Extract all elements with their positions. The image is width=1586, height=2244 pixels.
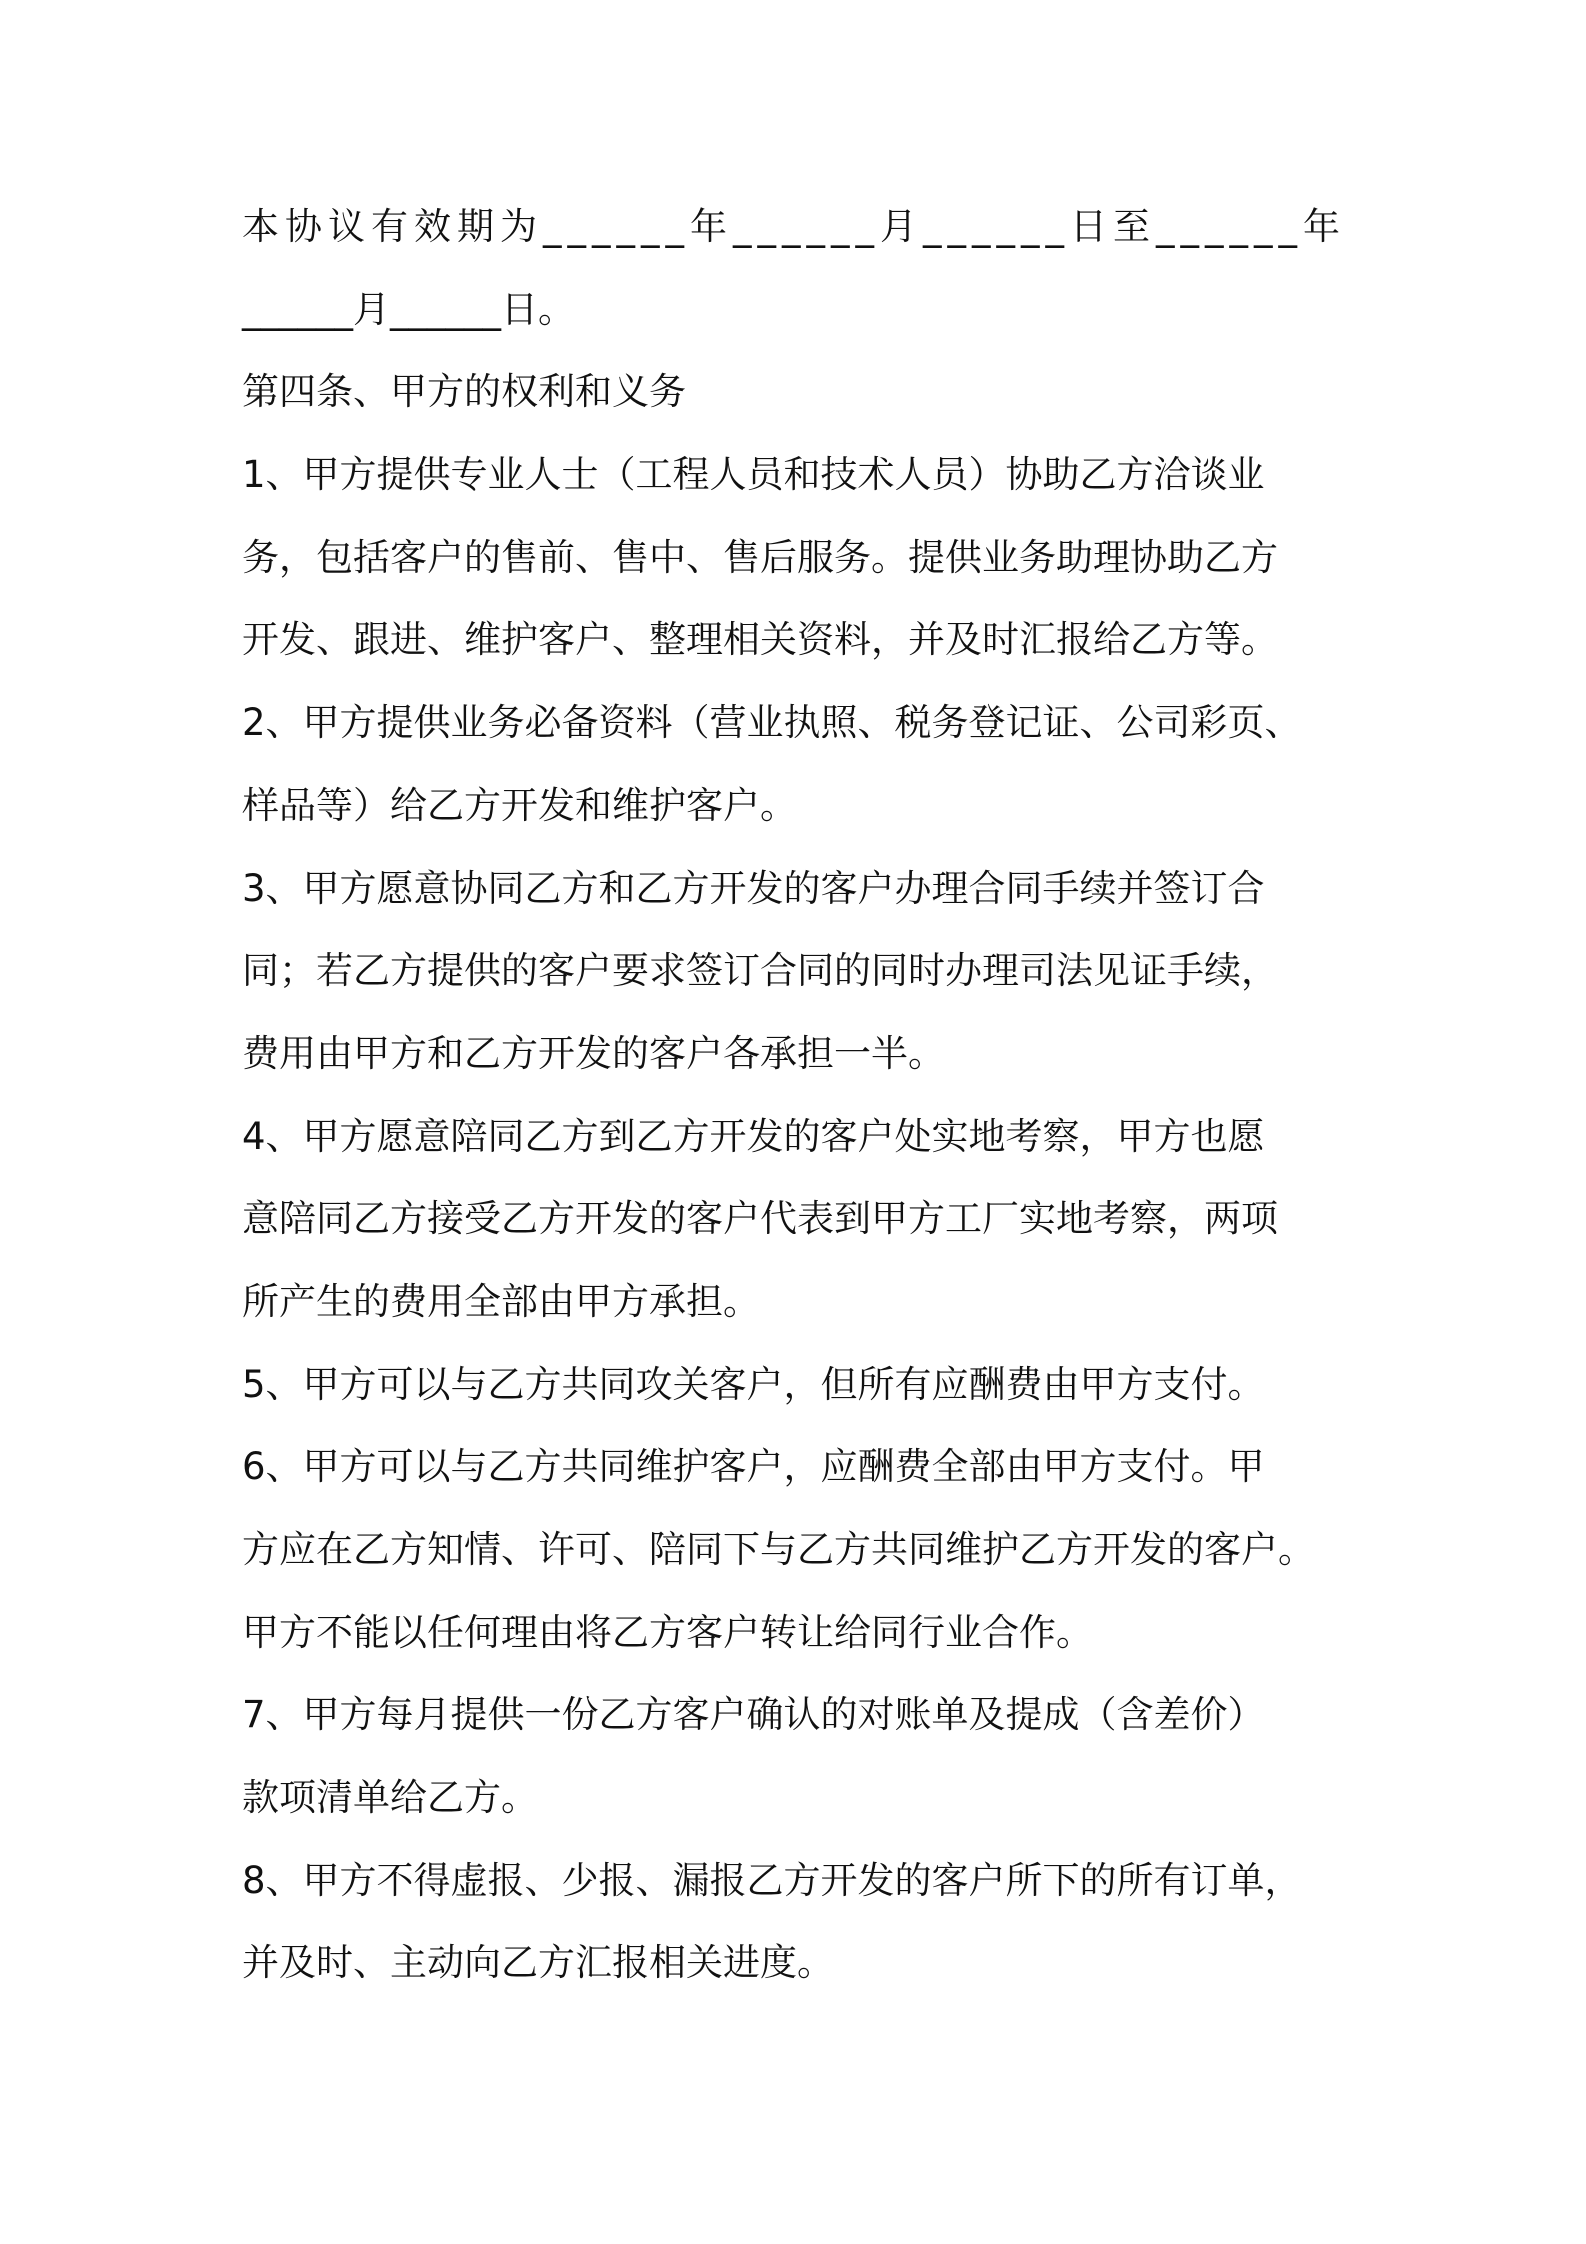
document-body bbox=[242, 196, 1362, 2015]
clause-6-line-2: 方应在乙方知情、许可、陪同下与乙方共同维护乙方开发的客户。 bbox=[242, 1528, 1315, 1571]
clause-2-line-1: 2、甲方提供业务必备资料（营业执照、税务登记证、公司彩页、 bbox=[242, 701, 1302, 745]
clause-4-line-1: 4、甲方愿意陪同乙方到乙方开发的客户处实地考察，甲方也愿 bbox=[242, 1114, 1265, 1158]
clause-3-line-3: 费用由甲方和乙方开发的客户各承担一半。 bbox=[242, 1031, 945, 1075]
clause-7-line-1: 7、甲方每月提供一份乙方客户确认的对账单及提成（含差价） bbox=[242, 1693, 1265, 1737]
clause-5-line-1: 5、甲方可以与乙方共同攻关客户，但所有应酬费由甲方支付。 bbox=[242, 1362, 1265, 1406]
clause-4-line-3: 所产生的费用全部由甲方承担。 bbox=[242, 1279, 760, 1323]
clause-8-line-2: 并及时、主动向乙方汇报相关进度。 bbox=[242, 1941, 834, 1985]
clause-3-line-1: 3、甲方愿意协同乙方和乙方开发的客户办理合同手续并签订合 bbox=[242, 866, 1265, 910]
clause-6-line-1: 6、甲方可以与乙方共同维护客户，应酬费全部由甲方支付。甲 bbox=[242, 1445, 1265, 1489]
validity-period-line-1: 本协议有效期为______年______月______日至______年 bbox=[242, 205, 1346, 248]
clause-6-line-3: 甲方不能以任何理由将乙方客户转让给同行业合作。 bbox=[242, 1610, 1093, 1654]
clause-8-line-1: 8、甲方不得虚报、少报、漏报乙方开发的客户所下的所有订单， bbox=[242, 1858, 1302, 1902]
clause-2-line-2: 样品等）给乙方开发和维护客户。 bbox=[242, 783, 797, 827]
clause-1-line-1: 1、甲方提供专业人士（工程人员和技术人员）协助乙方洽谈业 bbox=[242, 453, 1265, 497]
section-heading: 第四条、甲方的权利和义务 bbox=[242, 370, 686, 414]
clause-1-line-3: 开发、跟进、维护客户、整理相关资料，并及时汇报给乙方等。 bbox=[242, 618, 1278, 662]
clause-7-line-2: 款项清单给乙方。 bbox=[242, 1776, 538, 1820]
clause-1-line-2: 务，包括客户的售前、售中、售后服务。提供业务助理协助乙方 bbox=[242, 535, 1278, 579]
clause-4-line-2: 意陪同乙方接受乙方开发的客户代表到甲方工厂实地考察，两项 bbox=[242, 1197, 1278, 1241]
clause-3-line-2: 同；若乙方提供的客户要求签订合同的同时办理司法见证手续， bbox=[242, 949, 1278, 993]
validity-period-line-2: ______月______日。 bbox=[242, 287, 575, 331]
